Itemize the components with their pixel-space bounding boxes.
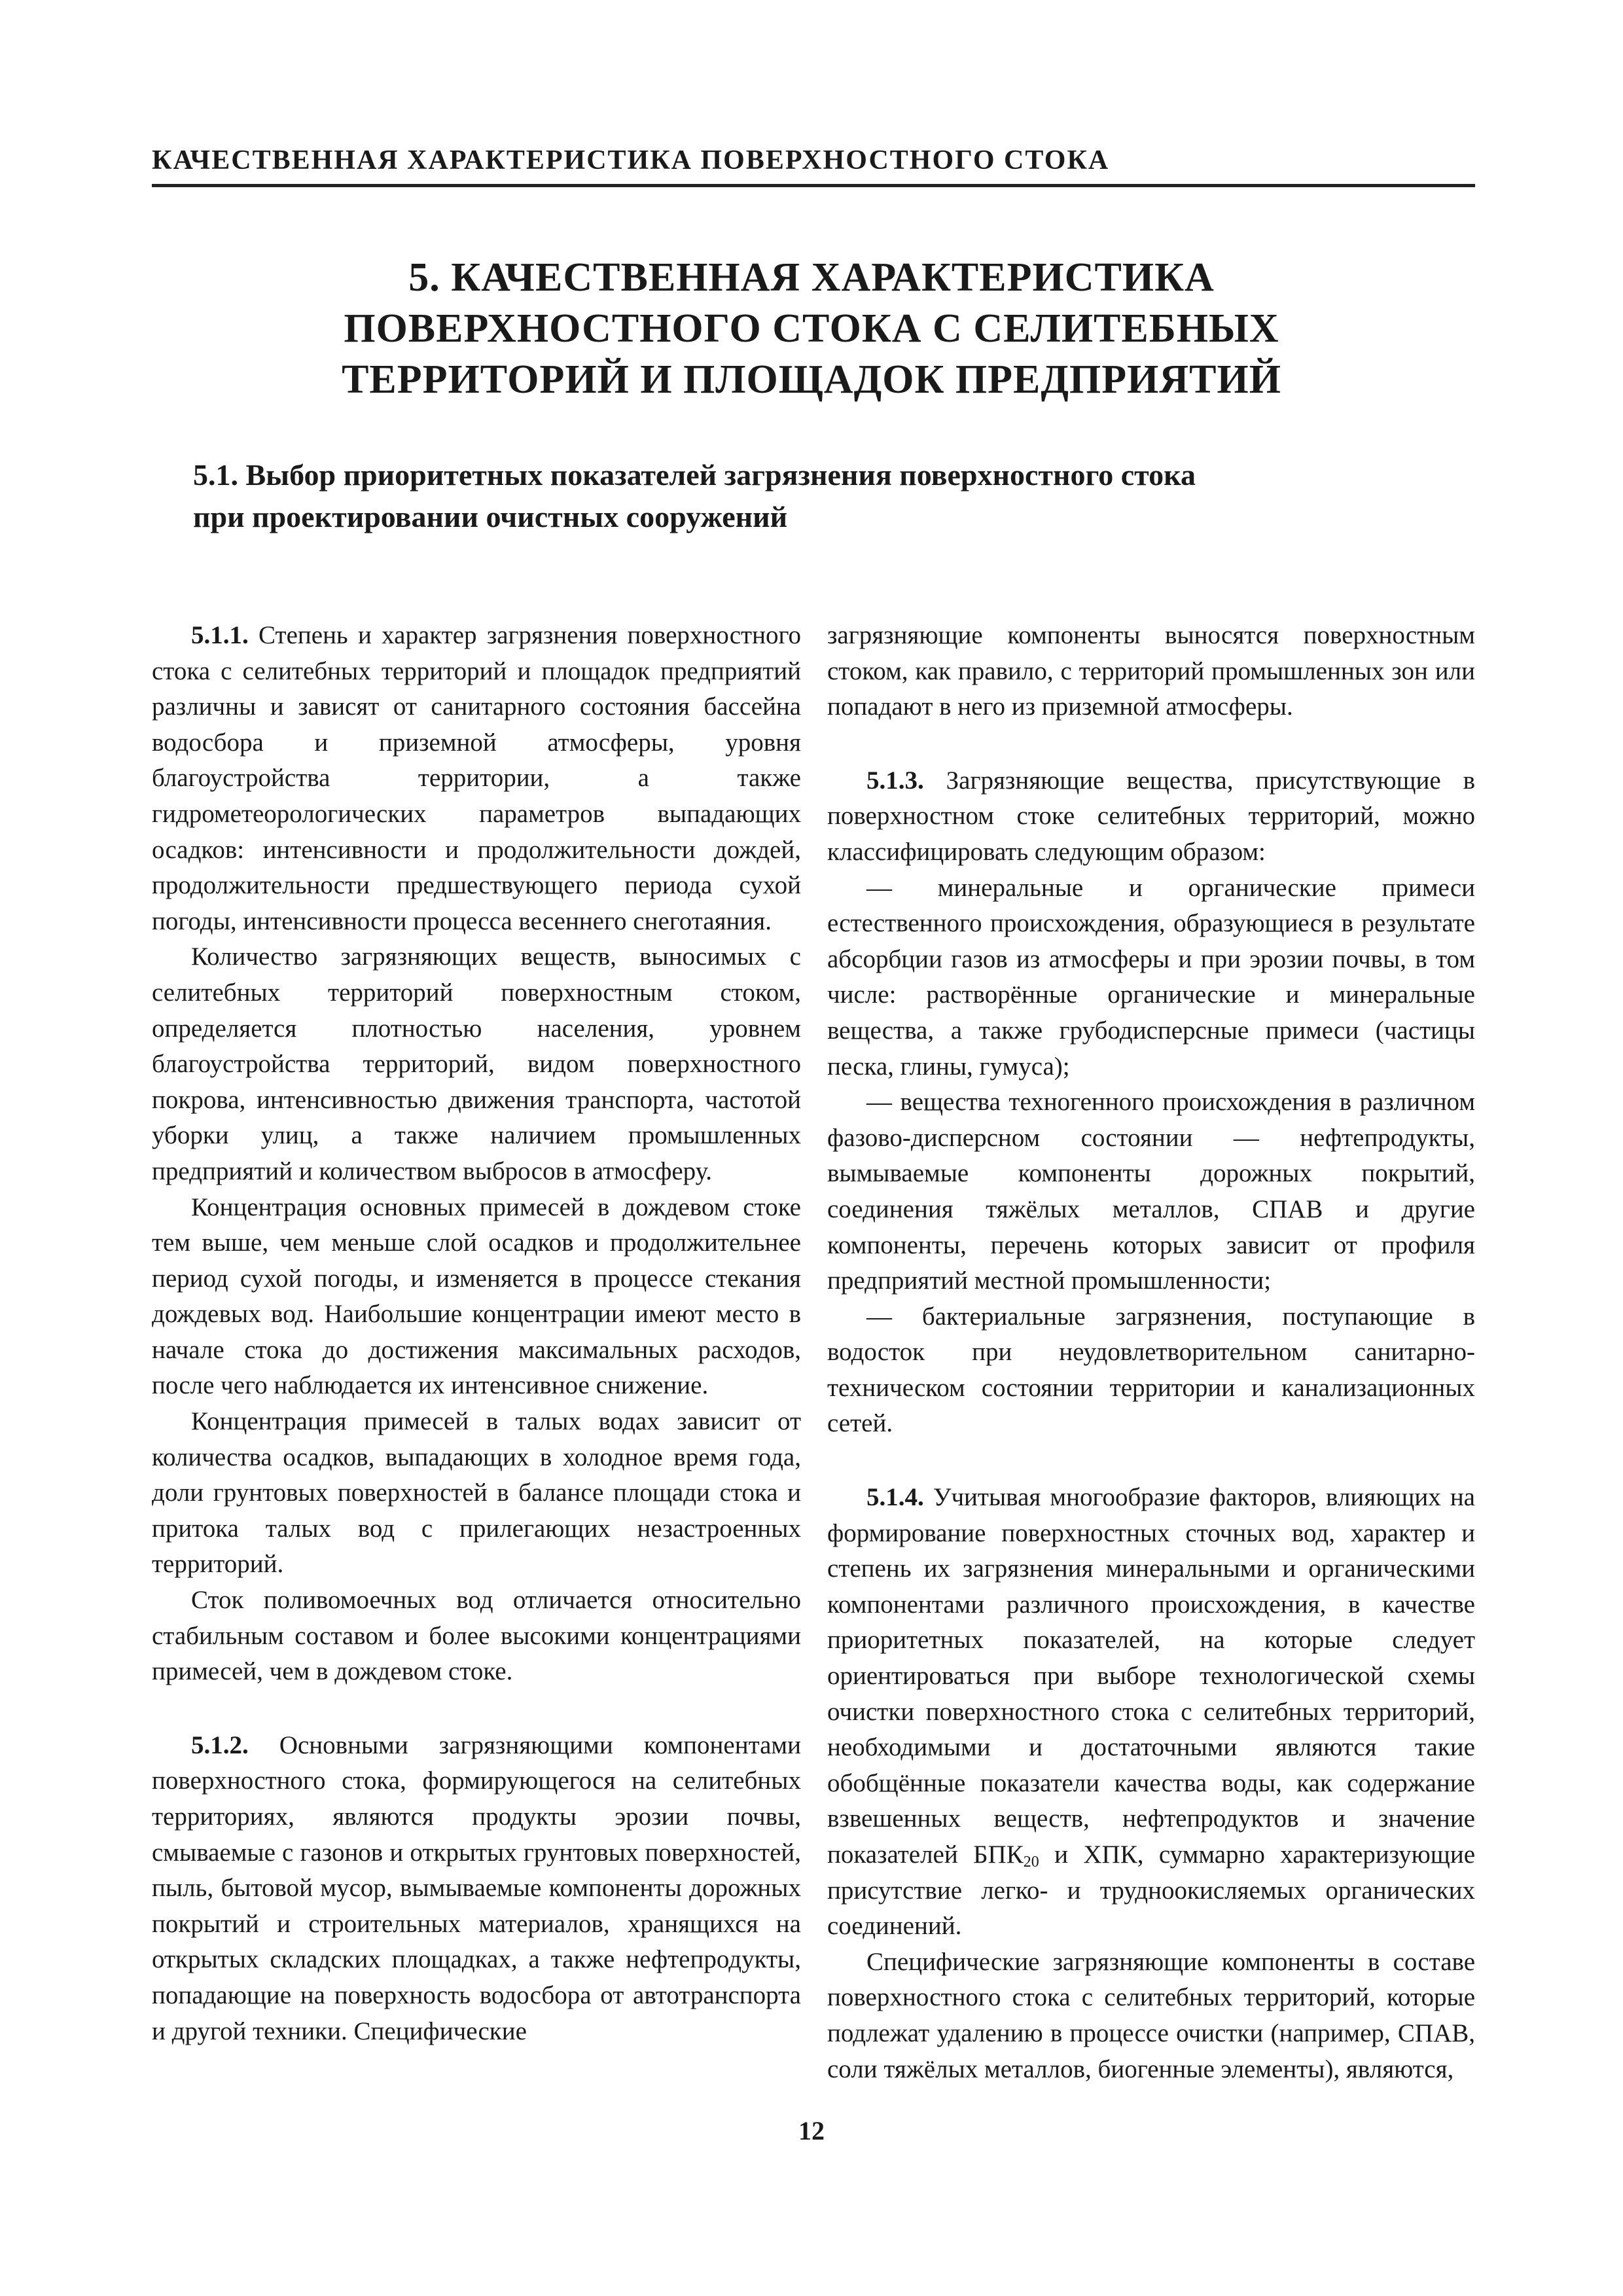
paragraph: Сток поливомоечных вод отличается относительно стабильным составом и более высокими концентрациями примесей, чем в дождевом стоке.: [152, 1586, 801, 1686]
clause-number: 5.1.3.: [866, 766, 924, 795]
paragraph: загрязняющие компоненты выносятся поверхностным стоком, как правило, с территорий промышленных зон или попадают в него из приземной атмосферы.: [827, 621, 1475, 721]
section-title: [193, 454, 1436, 538]
paragraph-5-1-2: [152, 1728, 801, 2049]
clause-number: 5.1.2.: [191, 1731, 249, 1759]
subscript: 20: [1023, 1854, 1039, 1871]
chapter-title-line: ПОВЕРХНОСТНОГО СТОКА С СЕЛИТЕБНЫХ: [344, 306, 1279, 351]
paragraph-5-1-4: [827, 1480, 1475, 1945]
paragraph-5-1-1: [152, 618, 801, 939]
paragraph-text: Загрязняющие вещества, присутствующие в поверхностном стоке селитебных территорий, можно классифицировать следующим образом:: [827, 766, 1475, 866]
page-number: 12: [798, 2116, 825, 2145]
right-column: [827, 618, 1475, 2087]
paragraph: Концентрация основных примесей в дождевом стоке тем выше, чем меньше слой осадков и продолжительнее период сухой погоды, и изменяется в процессе стекания дождевых вод. Наибольшие концентрации имеют место в начале стока до достижения максимальных расходов, после чего наблюдается их интенсивное снижение.: [152, 1193, 801, 1400]
chapter-title-line: 5. КАЧЕСТВЕННАЯ ХАРАКТЕРИСТИКА: [408, 255, 1215, 300]
paragraph: Специфические загрязняющие компоненты в составе поверхностного стока с селитебных территорий, которые подлежат удалению в процессе очистки (например, СПАВ, соли тяжёлых металлов, биогенные элементы), являются,: [827, 1947, 1475, 2083]
paragraph: Количество загрязняющих веществ, выносимых с селитебных территорий поверхностным стоком, определяется плотностью населения, уровнем благоустройства территорий, видом поверхностного покрова, интенсивностью движения транспорта, частотой уборки улиц, а также наличием промышленных предприятий и количеством выбросов в атмосферу.: [152, 942, 801, 1185]
clause-number: 5.1.1.: [191, 621, 249, 649]
paragraph-5-1-3: [827, 763, 1475, 870]
paragraph-text: Учитывая многообразие факторов, влияющих на формирование поверхностных сточных вод, характер и степень их загрязнения минеральными и органическими компонентами различного происхождения, в качестве приоритетных показателей, на которые следует ориентироваться при выборе технологической схемы очистки поверхностного стока с селитебных территорий, необходимыми и достаточными являются такие обобщённые показатели качества воды, как содержание взвешенных веществ, нефтепродуктов и значение показателей БПК: [827, 1483, 1475, 1869]
section-title-line: при проектировании очистных сооружений: [193, 500, 788, 533]
paragraph-text: Основными загрязняющими компонентами поверхностного стока, формирующегося на селитебных территориях, являются продукты эрозии почвы, смываемые с газонов и открытых грунтовых поверхностей, пыль, бытовой мусор, вымываемые компоненты дорожных покрытий и строительных материалов, хранящихся на открытых складских площадках, а также нефтепродукты, попадающие на поверхность водосбора от автотранспорта и другой техники. Специфические: [152, 1731, 801, 2045]
left-column: [152, 618, 801, 2049]
clause-number: 5.1.4.: [866, 1483, 924, 1512]
list-item: — минеральные и органические примеси естественного происхождения, образующиеся в результате абсорбции газов из атмосферы и при эрозии почвы, в том числе: растворённые органические и минеральные вещества, а также грубодисперсные примеси (частицы песка, глины, гумуса);: [827, 873, 1475, 1081]
chapter-title: [249, 252, 1374, 405]
section-title-line: 5.1. Выбор приоритетных показателей загрязнения поверхностного стока: [193, 458, 1196, 492]
chapter-title-line: ТЕРРИТОРИЙ И ПЛОЩАДОК ПРЕДПРИЯТИЙ: [342, 357, 1281, 402]
paragraph-text: и ХПК, суммарно характеризующие присутствие легко- и трудноокисляемых органических соединений.: [827, 1840, 1475, 1941]
paragraph-text: Степень и характер загрязнения поверхностного стока с селитебных территорий и площадок предприятий различны и зависят от санитарного состояния бассейна водосбора и приземной атмосферы, уровня благоустройства территории, а также гидрометеорологических параметров выпадающих осадков: интенсивности и продолжительности дождей, продолжительности предшествующего периода сухой погоды, интенсивности процесса весеннего снеготаяния.: [152, 621, 801, 935]
running-header: КАЧЕСТВЕННАЯ ХАРАКТЕРИСТИКА ПОВЕРХНОСТНОГО СТОКА: [152, 145, 1110, 175]
paragraph: Концентрация примесей в талых водах зависит от количества осадков, выпадающих в холодное время года, доли грунтовых поверхностей в балансе площади стока и притока талых вод с прилегающих незастроенных территорий.: [152, 1407, 801, 1579]
header-rule: [152, 184, 1475, 187]
list-item: — бактериальные загрязнения, поступающие в водосток при неудовлетворительном санитарно-техническом состоянии территории и канализационных сетей.: [827, 1302, 1475, 1438]
list-item: — вещества техногенного происхождения в различном фазово-дисперсном состоянии — нефтепродукты, вымываемые компоненты дорожных покрытий, соединения тяжёлых металлов, СПАВ и другие компоненты, перечень которых зависит от профиля предприятий местной промышленности;: [827, 1088, 1475, 1295]
